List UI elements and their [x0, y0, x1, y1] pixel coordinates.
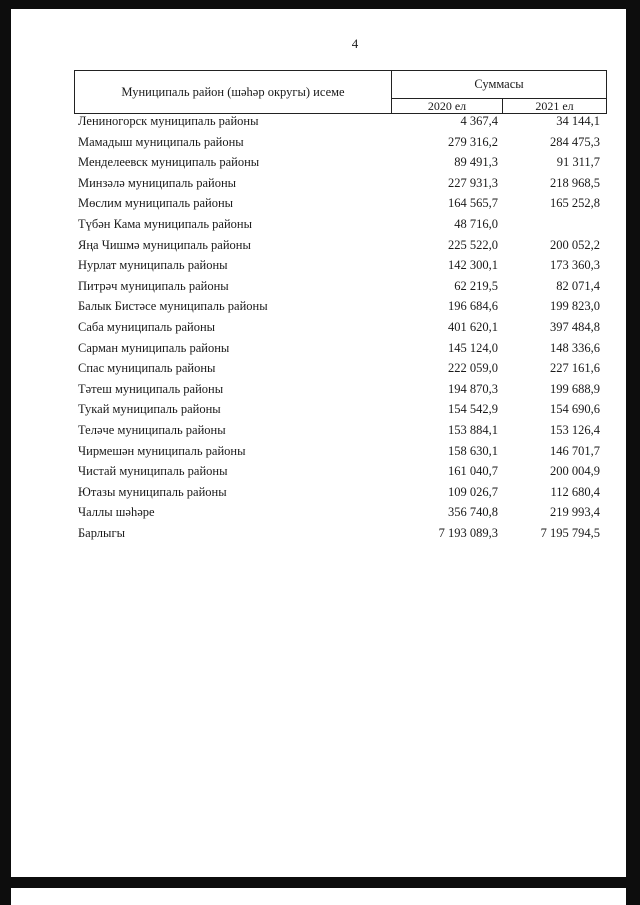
scan-border-bottom	[0, 877, 640, 888]
amount-2020: 194 870,3	[448, 381, 498, 396]
amount-2020: 164 565,7	[448, 196, 498, 211]
table-row	[0, 523, 640, 543]
amount-2021: 146 701,7	[550, 443, 600, 458]
amount-2020: 109 026,7	[448, 484, 498, 499]
amount-2020: 158 630,1	[448, 443, 498, 458]
amount-2020: 154 542,9	[448, 402, 498, 417]
table-row	[0, 214, 640, 234]
amount-2021: 227 161,6	[550, 361, 600, 376]
amount-2020: 196 684,6	[448, 299, 498, 314]
amount-2021: 148 336,6	[550, 340, 600, 355]
amount-2021: 7 195 794,5	[540, 526, 600, 540]
table-row	[0, 482, 640, 502]
district-name: Чистай муниципаль районы	[78, 464, 228, 479]
table-row	[0, 441, 640, 461]
header-year-2021: 2021 ел	[535, 99, 574, 113]
district-name: Ютазы муниципаль районы	[78, 484, 227, 499]
amount-2021: 284 475,3	[550, 134, 600, 149]
scan-border-top	[11, 0, 640, 9]
amount-2021: 34 144,1	[556, 114, 600, 128]
amount-2020: 7 193 089,3	[438, 526, 498, 540]
district-name: Тукай муниципаль районы	[78, 402, 221, 417]
district-name: Теләче муниципаль районы	[78, 423, 226, 437]
table-row	[0, 338, 640, 358]
table-row	[0, 111, 640, 131]
district-name: Балык Бистәсе муниципаль районы	[78, 299, 268, 314]
table-row	[0, 235, 640, 255]
amount-2021: 199 688,9	[550, 381, 600, 396]
district-name: Тәтеш муниципаль районы	[78, 381, 224, 396]
district-name: Саба муниципаль районы	[78, 320, 216, 334]
table-row	[0, 461, 640, 481]
amount-2021: 200 052,2	[550, 237, 600, 252]
district-name: Менделеевск муниципаль районы	[78, 155, 260, 170]
amount-2021: 219 993,4	[550, 505, 600, 520]
district-name: Лениногорск муниципаль районы	[78, 114, 259, 128]
district-name: Минзәлә муниципаль районы	[78, 175, 237, 190]
table-row	[0, 193, 640, 213]
district-name: Барлыгы	[78, 526, 125, 540]
amount-2020: 225 522,0	[448, 237, 498, 252]
amount-2021: 165 252,8	[550, 196, 600, 211]
district-name: Нурлат муниципаль районы	[78, 258, 228, 273]
header-year-2020: 2020 ел	[392, 99, 503, 113]
amount-2020: 89 491,3	[454, 155, 498, 170]
table-row	[0, 379, 640, 399]
header-name-column: Муниципаль район (шәһәр округы) исеме	[75, 71, 392, 113]
amount-2021: 82 071,4	[556, 278, 600, 293]
table-row	[0, 296, 640, 316]
amount-2021: 200 004,9	[550, 464, 600, 479]
district-name: Мамадыш муниципаль районы	[78, 134, 244, 149]
table-row	[0, 152, 640, 172]
amount-2021: 154 690,6	[550, 402, 600, 417]
table-row	[0, 173, 640, 193]
amount-2020: 161 040,7	[448, 464, 498, 479]
district-name: Спас муниципаль районы	[78, 361, 216, 376]
page-number: 4	[351, 36, 359, 51]
district-name: Яңа Чишмә муниципаль районы	[78, 237, 251, 252]
amount-2020: 62 219,5	[454, 278, 498, 293]
table-row	[0, 317, 640, 337]
district-name: Түбән Кама муниципаль районы	[78, 217, 252, 231]
amount-2020: 401 620,1	[448, 320, 498, 334]
amount-2021: 173 360,3	[550, 258, 600, 273]
amount-2020: 279 316,2	[448, 134, 498, 149]
amount-2021: 397 484,8	[550, 320, 600, 334]
header-sum-column: Суммасы	[392, 71, 606, 99]
amount-2020: 222 059,0	[448, 361, 498, 376]
table-row	[0, 502, 640, 522]
amount-2020: 48 716,0	[454, 217, 498, 231]
amount-2020: 142 300,1	[448, 258, 498, 273]
district-name: Чирмешән муниципаль районы	[78, 443, 246, 458]
district-name: Питрәч муниципаль районы	[78, 278, 229, 293]
table-row	[0, 276, 640, 296]
table-row	[0, 255, 640, 275]
table-row	[0, 420, 640, 440]
amount-2021: 91 311,7	[556, 155, 600, 170]
amount-2020: 356 740,8	[448, 505, 498, 520]
district-name: Мөслим муниципаль районы	[78, 196, 234, 211]
district-name: Чаллы шәһәре	[78, 505, 155, 520]
table-row	[0, 132, 640, 152]
amount-2021: 218 968,5	[550, 175, 600, 190]
amount-2021: 199 823,0	[550, 299, 600, 314]
amount-2020: 145 124,0	[448, 340, 498, 355]
table-row	[0, 399, 640, 419]
table-row	[0, 358, 640, 378]
amount-2021: 153 126,4	[550, 423, 600, 437]
district-name: Сарман муниципаль районы	[78, 340, 230, 355]
amount-2021: 112 680,4	[550, 484, 600, 499]
table-header	[74, 70, 607, 114]
amount-2020: 153 884,1	[448, 423, 498, 437]
amount-2020: 227 931,3	[448, 175, 498, 190]
amount-2020: 4 367,4	[460, 114, 498, 128]
